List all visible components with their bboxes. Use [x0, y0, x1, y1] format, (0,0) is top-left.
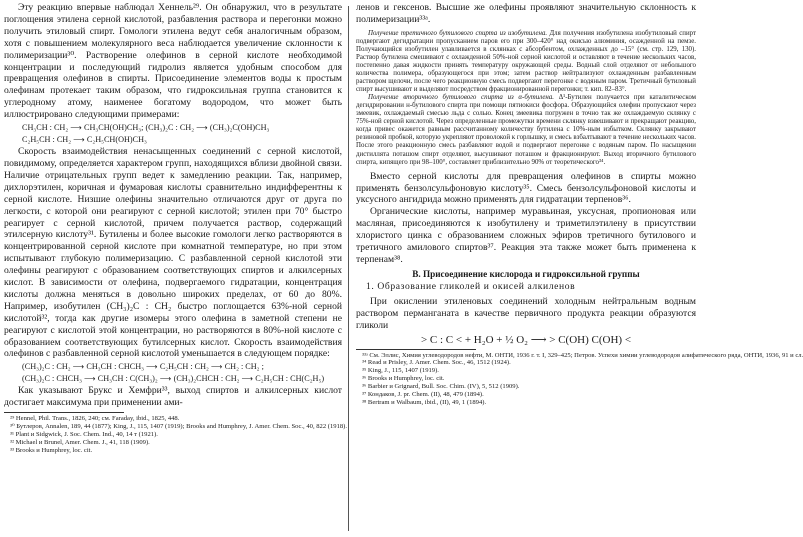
footnote: ³⁰ Бутлеров, Annalen, 189, 44 (1877); King, J., 115, 1407 (1919); Brooks and Humphrey, J. Amer. Chem. Soc., 40, 822 (1918). — [10, 423, 348, 431]
right-column — [356, 2, 803, 537]
paragraph-continuation: ленов и гексенов. Высшие же олефины проявляют значительную склонность к полимеризации³³ᵃ. — [356, 2, 696, 25]
footnote-rule — [4, 412, 124, 413]
paragraph-brooks-humphrey: Как указывают Брукс и Хемфри³³, выход спиртов и алкилсерных кислот достигает максимума при применении ами- — [4, 385, 342, 409]
equation-glycol: > C : C < + H₂O + ½ O₂ ⟶ > C(OH) C(OH) < — [420, 333, 632, 346]
left-column — [4, 2, 348, 537]
paragraph-benzenesulfonic: Вместо серной кислоты для превращения олефинов в спирты можно применять бензолсульфоновую кислоту³⁵. Смесь бензолсульфоновой кислоты и уксусного ангидрида можно применять для гидратации терпенов³⁶. — [356, 170, 696, 206]
footnote: ³² Michael и Brunel, Amer. Chem. J., 41, 118 (1909). — [10, 438, 150, 446]
footnote: ³⁵ King, J., 115, 1407 (1919). — [362, 367, 439, 375]
section-title: B. Присоединение кислорода и гидроксильной группы — [412, 268, 640, 279]
formula-hydration-1: CH₃CH : CH₂ ⟶ CH₃CH(OH)CH₃; (CH₃)₂C : CH₂ ⟶ (CH₃)₂C(OH)CH₃ — [22, 123, 270, 133]
footnote: ³³ Brooks и Humphrey, loc. cit. — [10, 446, 93, 454]
footnote: ³⁷ Кондаков, J. pr. Chem. (II), 48, 479 (1894). — [362, 391, 484, 399]
footnote: ³⁶ Brooks и Humphrey, loc. cit. — [362, 375, 445, 383]
procedure-text: Δ¹-Бутилен получается при каталитическом дегидрировании н-бутилового спирта при помощи пятиокиси фосфора. Образующийся олефин пропускают через змеевик, охлаждаемый смесью льда с солью. Конец змеевика погружен в точно так же охлаждаемую склянку с 75%-ной серной кислотой. Через определенные промежутки времени склянку взвешивают и прекращают реакцию, когда привес окажется равным рассчитанному количеству бутилена с 10%-ным избытком. Склянку закрывают резиновой пробкой, которую укрепляют проволокой к горлышку, и смесь взбалтывают в течение нескольких часов. После этого реакционную смесь разбавляют водой и подвергают перегонке с водяным паром. По насыщении дистиллята поташом спирт отделяют, высушивают поташом и фракционируют. Выход вторичного бутилового спирта, кипящего при 98–100°, составляет приблизительно 90% от теоретического³⁴. — [356, 94, 696, 166]
footnote-rule — [356, 349, 476, 350]
procedure-tert-butanol — [356, 30, 696, 94]
formula-order-1: (CH₃)₂C : CH₂ ⟶ CH₃CH : CHCH₃ ⟶ C₂H₅CH : CH₂ ⟶ CH₂ : CH₂ ; — [22, 362, 264, 372]
procedure-title: Получение вторичного бутилового спирта из α-бутилена. — [368, 94, 555, 102]
formula-order-2: (CH₃)₂C : CHCH₃ ⟶ CH₃CH : C(CH₃)₂ ⟶ (CH₃)₂CHCH : CH₂ ⟶ C₂H₅CH : CH(C₂H₅) — [22, 374, 325, 384]
procedure-title: Получение третичного бутилового спирта из изобутилена. — [368, 29, 548, 37]
footnote: ³⁸ Bertram и Walbaum, ibid., (II), 49, 1 (1894). — [362, 399, 487, 407]
paragraph-reaction-rate: Скорость взаимодействия ненасыщенных соединений с серной кислотой, повидимому, определяется характером групп, находящихся вблизи двойной связи. Наличие отрицательных групп ведет к замедлению реакции. Так, например, дихлорэтилен, коричная и фумаровая кислоты сравнительно индифферентны к серной кислоте. Низшие олефины значительно отличаются друг от друга по легкости, с которой они реагируют с серной кислотой; этилен при 70° быстро реагирует с серной кислотой, причем получается раствор, содержащий этилсерную кислоту³¹. Бутилены и более высокие гомологи легко растворяются в концентрированной серной кислоте при комнатной температуре, но при этом испытывают глубокую полимеризацию. С разбавленной серной кислотой эти олефины реагируют с образованием соответствующих спиртов и алкилсерных кислот. В зависимости от олефина, подвергаемого гидратации, концентрация кислоты должна меняться в довольно широких пределах, от 60 до 80%. Например, изобутилен (CH₃)₂C : CH₂ быстро поглощается 63%-ной серной кислотой³², тогда как другие изомеры этого олефина в заметной степени не реагируют с кислотой этой концентрации, но растворяются в 80%-ной кислоте с образованием соответствующих бутилсерных кислот. Скорость взаимодействия олефинов с разбавленной серной кислотой уменьшается в следующем порядке: — [4, 146, 342, 360]
subsection-title: 1. Образование гликолей и окисей алкиленов — [366, 280, 576, 292]
column-divider — [348, 6, 349, 531]
footnote: ³⁶ Barbier и Grignard, Bull. Soc. Chim. (IV), 5, 512 (1909). — [362, 383, 520, 391]
footnote: ³³ᵃ См. Эллис, Химия углеводородов нефти, М. ОНТИ, 1936 г. т. I, 329–425; Петров. Успехи химии углеводородов алифатического ряда, ОНТИ, 1936, 91 и сл. — [362, 351, 803, 359]
footnote: ²⁹ Hennel, Phil. Trans., 1826, 240; см. Faraday, ibid., 1825, 448. — [10, 415, 180, 423]
paragraph-organic-acids: Органические кислоты, например муравьиная, уксусная, пропионовая или масляная, присоединяются к изобутилену и триметилэтилену в присутствии хлористого цинка с образованием сложных эфиров третичного бутилового и третичного амилового спиртов³⁷. Реакция эта также может быть применена к терпенам³⁸. — [356, 206, 696, 265]
procedure-sec-butanol — [356, 94, 696, 166]
footnote: ³¹ Plant и Sidgwick, J. Soc. Chem. Ind., 40, 14 т (1921). — [10, 431, 158, 438]
paragraph-henel-reaction: Эту реакцию впервые наблюдал Хеннель²⁹. Он обнаружил, что в результате поглощения этилена серной кислотой, разбавления раствора и перегонки можно получить этиловый спирт. Гомологи этилена ведут себя аналогичным образом, хотя с повышением молекулярного веса наблюдается увеличение склонности к полимеризации³⁰. Растворение олефинов в серной кислоте необходимой концентрации и последующий гидролиз является удобным способом для превращения олефинов в спирты. Присоединение элементов воды к простым олефинам протекает таким образом, что гидроксильная группа становится к углеродному атому, наименее богатому водородом, что может быть иллюстрировано следующими примерами: — [4, 2, 342, 121]
paragraph-oxidation: При окислении этиленовых соединений холодным нейтральным водным раствором перманганата в качестве первичного продукта реакции образуются гликоли — [356, 295, 696, 331]
formula-hydration-2: C₂H₅CH : CH₂ ⟶ C₂H₅CH(OH)CH₃ — [22, 135, 147, 145]
footnote: ³⁴ Read и Prisley, J. Amer. Chem. Soc., 46, 1512 (1924). — [362, 359, 511, 367]
procedure-text: Для получения изобутилена изобутиловый спирт подвергают дегидратации пропусканием паров его при 300–420° над окисью алюминия, осажденной на пемзе. Получающийся изобутилен улавливается в склянках с абсорбентом, охлажденных до –15° (см. стр. 129, 130). Раствор бутилена смешивают с охлажденной 50%-ной серной кислотой и оставляют в течение нескольких часов, постепенно давая жидкости принять температуру окружающей среды. Водный слой отделяют от небольшого количества полимера, образующегося при этом; затем раствор нейтрализуют охлажденным разбавленным раствором щелочи, после чего реакционную смесь подвергают перегонке с водяным паром. Третичный бутиловый спирт высушивают и выделяют посредством фракционированной перегонки; т. кип. 82–83°. — [356, 29, 696, 94]
